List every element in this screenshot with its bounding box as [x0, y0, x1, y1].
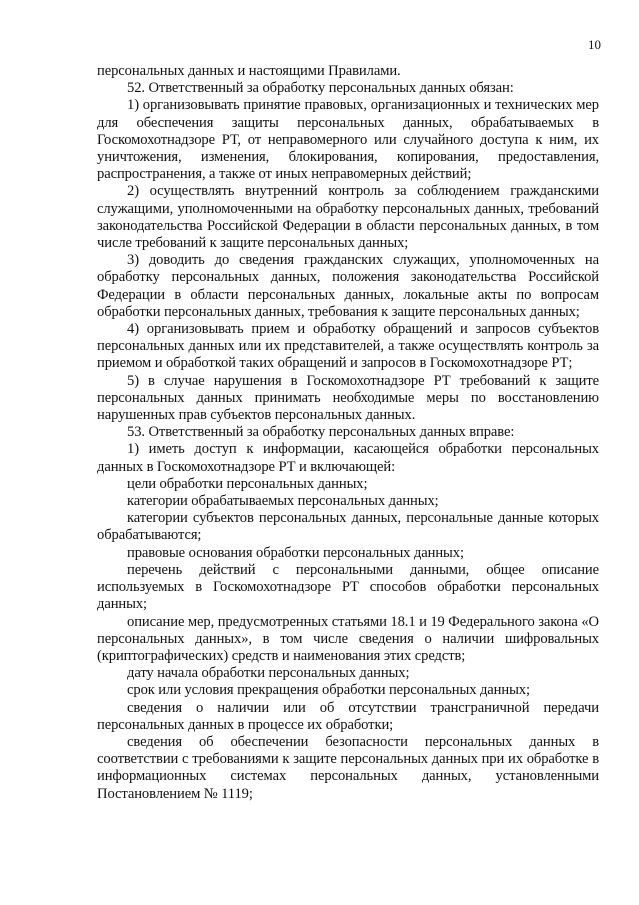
document-body	[97, 63, 599, 803]
paragraph: дату начала обработки персональных данных;	[127, 665, 410, 682]
paragraph: 3) доводить до сведения гражданских служащих, уполномоченных на обработку персональных данных, положения законодательства Российской Федерации в области персональных данных, локальные акты по вопросам обработки персональных данных, требования к защите персональных данных;	[97, 252, 599, 320]
paragraph: 5) в случае нарушения в Госкомохотнадзоре РТ требований к защите персональных данных принимать необходимые меры по восстановлению нарушенных прав субъектов персональных данных.	[97, 372, 599, 424]
paragraph: описание мер, предусмотренных статьями 18.1 и 19 Федерального закона «О персональных данных», в том числе сведения о наличии шифровальных (криптографических) средств и наименования этих средств;	[97, 613, 599, 664]
paragraph: 2) осуществлять внутренний контроль за соблюдением гражданскими служащими, уполномоченными на обработку персональных данных, требований законодательства Российской Федерации в области персональных данных, в том числе требований к защите персональных данных;	[97, 183, 599, 252]
paragraph: 53. Ответственный за обработку персональных данных вправе:	[127, 424, 515, 441]
paragraph: 1) организовывать принятие правовых, организационных и технических мер для обеспечения защиты персональных данных, обрабатываемых в Госкомохотнадзоре РТ, от неправомерного или случайного доступа к ним, их уничтожения, изменения, блокирования, копирования, предоставления, распространения, а также от иных неправомерных действий;	[97, 97, 599, 183]
paragraph: цели обработки персональных данных;	[127, 475, 368, 492]
page-number: 10	[588, 37, 601, 52]
paragraph: категории обрабатываемых персональных данных;	[127, 493, 439, 510]
paragraph: 4) организовывать прием и обработку обращений и запросов субъектов персональных данных или их представителей, а также осуществлять контроль за приемом и обработкой таких обращений и запросов в Госкомохотнадзоре РТ;	[97, 321, 599, 372]
paragraph: сведения об обеспечении безопасности персональных данных в соответствии с требованиями к защите персональных данных при их обработке в информационных системах персональных данных, установленными Постановлением № 1119;	[97, 733, 599, 802]
paragraph: категории субъектов персональных данных, персональные данные которых обрабатываются;	[97, 510, 599, 544]
paragraph: перечень действий с персональными данными, общее описание используемых в Госкомохотнадзоре РТ способов обработки персональных данных;	[97, 561, 599, 613]
paragraph: правовые основания обработки персональных данных;	[127, 544, 464, 561]
paragraph: 1) иметь доступ к информации, касающейся обработки персональных данных в Госкомохотнадзоре РТ и включающей:	[97, 441, 599, 475]
paragraph: сведения о наличии или об отсутствии трансграничной передачи персональных данных в процессе их обработки;	[97, 699, 599, 733]
paragraph: персональных данных и настоящими Правилами.	[97, 63, 401, 79]
paragraph: 52. Ответственный за обработку персональных данных обязан:	[127, 80, 514, 97]
paragraph: срок или условия прекращения обработки персональных данных;	[127, 682, 530, 699]
